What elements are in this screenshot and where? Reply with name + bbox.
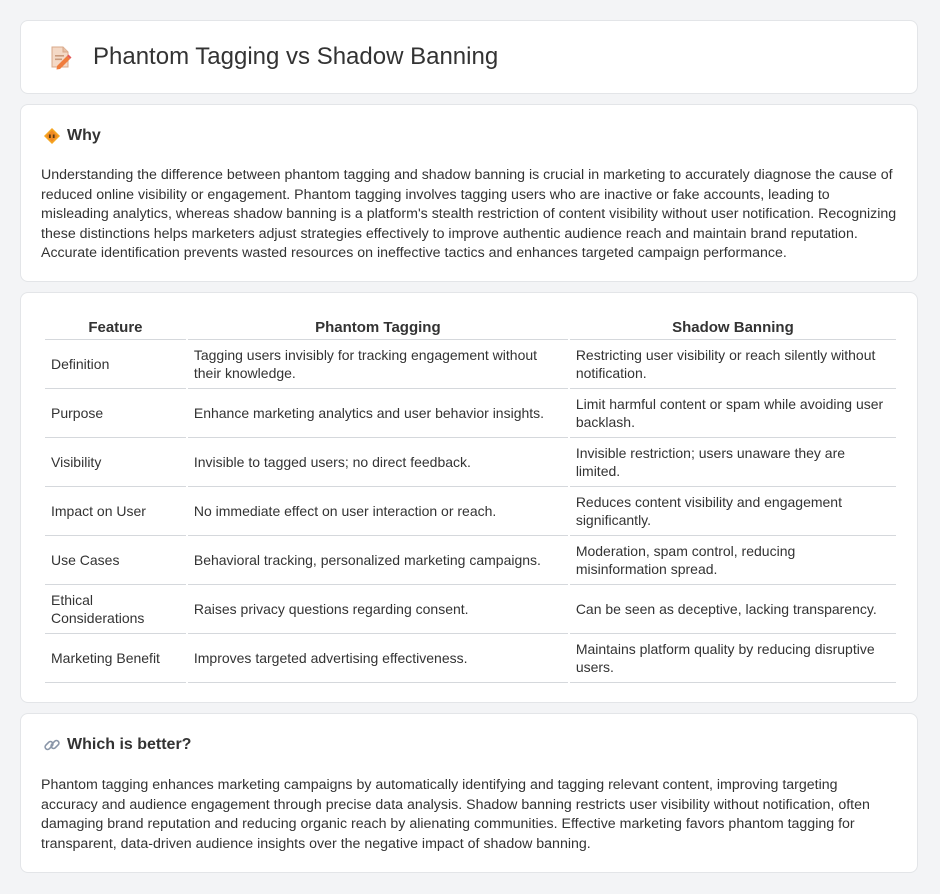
table-row: [45, 536, 896, 585]
table-row: [45, 438, 896, 487]
shadow-banning-cell: Restricting user visibility or reach silently without notification.: [570, 340, 896, 389]
table-row: [45, 340, 896, 389]
table-header-row: [45, 317, 896, 340]
better-title: Which is better?: [67, 736, 192, 753]
feature-cell: Ethical Considerations: [45, 585, 186, 634]
phantom-tagging-cell: Tagging users invisibly for tracking engagement without their knowledge.: [188, 340, 568, 389]
link-icon: [43, 736, 61, 754]
header-shadow-banning: Shadow Banning: [570, 317, 896, 340]
diamond-sign-icon: [43, 127, 61, 145]
page-title: Phantom Tagging vs Shadow Banning: [93, 43, 499, 70]
table-row: [45, 585, 896, 634]
phantom-tagging-cell: Enhance marketing analytics and user behavior insights.: [188, 389, 568, 438]
comparison-card: [20, 292, 918, 703]
shadow-banning-cell: Reduces content visibility and engagement significantly.: [570, 487, 896, 536]
feature-cell: Purpose: [45, 389, 186, 438]
shadow-banning-cell: Limit harmful content or spam while avoiding user backlash.: [570, 389, 896, 438]
phantom-tagging-cell: Raises privacy questions regarding consent.: [188, 585, 568, 634]
shadow-banning-cell: Maintains platform quality by reducing disruptive users.: [570, 634, 896, 683]
document-pencil-icon: [47, 44, 73, 70]
shadow-banning-cell: Moderation, spam control, reducing misinformation spread.: [570, 536, 896, 585]
table-row: [45, 634, 896, 683]
table-row: [45, 389, 896, 438]
phantom-tagging-cell: Invisible to tagged users; no direct feedback.: [188, 438, 568, 487]
better-heading: [43, 736, 191, 754]
phantom-tagging-cell: Improves targeted advertising effectiveness.: [188, 634, 568, 683]
feature-cell: Definition: [45, 340, 186, 389]
why-title: Why: [67, 127, 101, 144]
comparison-table: [43, 317, 898, 683]
feature-cell: Impact on User: [45, 487, 186, 536]
why-heading: [43, 127, 101, 145]
why-text: Understanding the difference between phantom tagging and shadow banning is crucial in marketing to accurately diagnose the cause of reduced online visibility or engagement. Phantom tagging involves tagging users who are inactive or fake accounts, leading to misleading analytics, whereas shadow banning is a platform's stealth restriction of content visibility without user notification. Recognizing these distinctions helps marketers adjust strategies effectively to improve authentic audience reach and maintain brand reputation. Accurate identification prevents wasted resources on ineffective tactics and enhances targeted campaign performance.: [41, 167, 897, 261]
phantom-tagging-cell: No immediate effect on user interaction or reach.: [188, 487, 568, 536]
shadow-banning-cell: Can be seen as deceptive, lacking transparency.: [570, 585, 896, 634]
header-phantom-tagging: Phantom Tagging: [188, 317, 568, 340]
which-is-better-card: [20, 713, 918, 873]
title-card: [20, 20, 918, 94]
feature-cell: Marketing Benefit: [45, 634, 186, 683]
feature-cell: Use Cases: [45, 536, 186, 585]
why-card: [20, 104, 918, 282]
table-row: [45, 487, 896, 536]
title-row: [47, 43, 498, 71]
feature-cell: Visibility: [45, 438, 186, 487]
header-feature: Feature: [45, 317, 186, 340]
better-text: Phantom tagging enhances marketing campaigns by automatically identifying and tagging relevant content, improving targeting accuracy and audience engagement through precise data analysis. Shadow banning restricts user visibility without notification, often damaging brand reputation and reducing organic reach by alienating communities. Effective marketing favors phantom tagging for transparent, data-driven audience insights over the negative impact of shadow banning.: [41, 777, 870, 852]
phantom-tagging-cell: Behavioral tracking, personalized marketing campaigns.: [188, 536, 568, 585]
shadow-banning-cell: Invisible restriction; users unaware they are limited.: [570, 438, 896, 487]
